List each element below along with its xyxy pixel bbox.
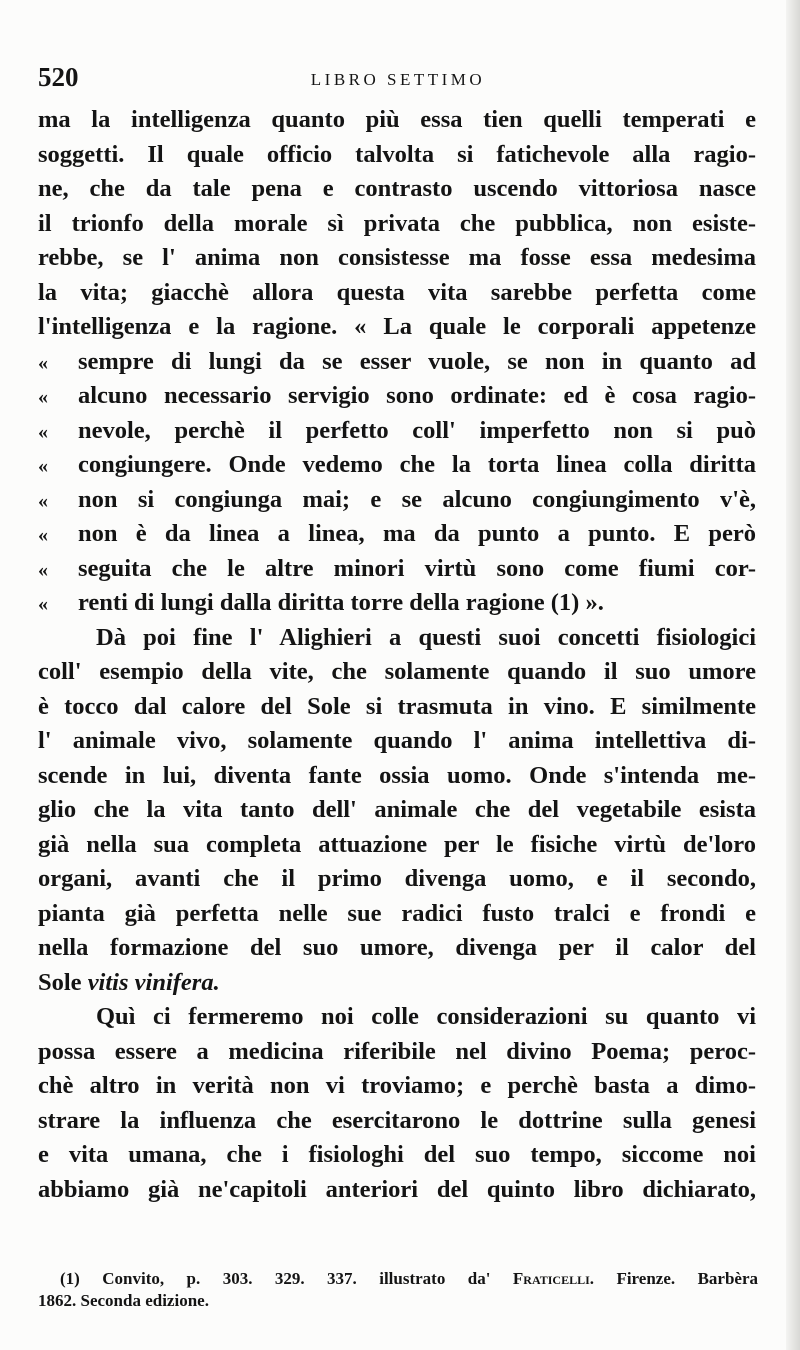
quote-text: congiungere. Onde vedemo che la torta linea colla diritta bbox=[78, 451, 756, 478]
quote-mark: « bbox=[38, 351, 48, 374]
quote-line bbox=[38, 448, 756, 483]
quote-text: non si congiunga mai; e se alcuno congiungimento v'è, bbox=[78, 485, 756, 513]
text-line: chè altro in verità non vi troviamo; e perchè basta a dimo- bbox=[38, 1072, 756, 1099]
text-line: pianta già perfetta nelle sue radici fusto tralci e frondi e bbox=[38, 899, 756, 927]
text-line: e vita umana, che i fisiologhi del suo tempo, siccome noi bbox=[38, 1141, 756, 1168]
text-line: rebbe, se l' anima non consistesse ma fosse essa medesima bbox=[38, 244, 756, 271]
quote-mark: « bbox=[38, 420, 48, 443]
text-line: soggetti. Il quale officio talvolta si fatichevole alla ragio- bbox=[38, 140, 756, 168]
text-line: ne, che da tale pena e contrasto uscendo vittoriosa nasce bbox=[38, 175, 756, 202]
running-head: LIBRO SETTIMO bbox=[310, 70, 486, 89]
text-line: è tocco dal calore del Sole si trasmuta in vino. E similmente bbox=[38, 692, 756, 720]
quote-text: renti di lungi dalla diritta torre della ragione (1) ». bbox=[78, 589, 604, 616]
quote-mark: « bbox=[38, 524, 48, 546]
text-line: l' animale vivo, solamente quando l' anima intellettiva di- bbox=[38, 727, 756, 754]
page-edge-shadow bbox=[786, 0, 800, 1350]
text-line: ma la intelligenza quanto più essa tien quelli temperati e bbox=[38, 106, 756, 133]
text-line: la vita; giacchè allora questa vita sarebbe perfetta come bbox=[38, 278, 756, 306]
quote-line bbox=[38, 345, 756, 380]
quote-line bbox=[38, 552, 756, 587]
quote-line bbox=[38, 483, 756, 518]
footnote-text: (1) Convito, p. 303. 329. 337. illustrato da' bbox=[60, 1269, 491, 1288]
text-line: nella formazione del suo umore, divenga per il calor del bbox=[38, 934, 756, 961]
text-line: già nella sua completa attuazione per le fisiche virtù de'loro bbox=[38, 830, 756, 858]
page-header bbox=[38, 62, 758, 98]
text-fragment: Sole bbox=[38, 968, 82, 996]
text-line: possa essere a medicina riferibile nel divino Poema; peroc- bbox=[38, 1037, 756, 1065]
text-line: strare la influenza che esercitarono le dottrine sulla genesi bbox=[38, 1106, 756, 1134]
paragraph-first-line: Quì ci fermeremo noi colle considerazioni su quanto vi bbox=[96, 1003, 756, 1030]
quote-text: nevole, perchè il perfetto coll' imperfetto non si può bbox=[78, 416, 756, 444]
quote-line bbox=[38, 414, 756, 449]
quote-mark: « bbox=[38, 558, 48, 581]
footnote-line: 1862. Seconda edizione. bbox=[38, 1291, 209, 1310]
quote-text: seguita che le altre minori virtù sono come fiumi cor- bbox=[78, 554, 756, 582]
text-line: l'intelligenza e la ragione. « La quale le corporali appetenze bbox=[38, 313, 756, 340]
quote-text: alcuno necessario servigio sono ordinate: ed è cosa ragio- bbox=[78, 382, 756, 409]
text-line: glio che la vita tanto dell' animale che del vegetabile esista bbox=[38, 796, 756, 823]
quote-line bbox=[38, 379, 756, 414]
text-line: scende in lui, diventa fante ossia uomo. Onde s'intenda me- bbox=[38, 761, 756, 789]
page-number: 520 bbox=[38, 62, 79, 92]
footnote-line bbox=[60, 1268, 758, 1290]
quote-text: non è da linea a linea, ma da punto a punto. E però bbox=[78, 520, 756, 547]
footnote-text: . Firenze. Barbèra bbox=[589, 1269, 758, 1288]
quote-line bbox=[38, 586, 756, 621]
paragraph-first-line: Dà poi fine l' Alighieri a questi suoi concetti fisiologici bbox=[96, 623, 756, 651]
quote-text: sempre di lungi da se esser vuole, se non in quanto ad bbox=[78, 347, 756, 375]
text-line: coll' esempio della vite, che solamente quando il suo umore bbox=[38, 658, 756, 685]
body-text bbox=[38, 103, 756, 1207]
text-line: il trionfo della morale sì privata che pubblica, non esiste- bbox=[38, 209, 756, 237]
quote-mark: « bbox=[38, 386, 48, 408]
quote-mark: « bbox=[38, 593, 48, 615]
footnote bbox=[38, 1268, 758, 1312]
footnote-author: Fraticelli bbox=[512, 1269, 590, 1288]
quote-mark: « bbox=[38, 489, 48, 512]
text-line: organi, avanti che il primo divenga uomo, e il secondo, bbox=[38, 865, 756, 892]
text-line: abbiamo già ne'capitoli anteriori del quinto libro dichiarato, bbox=[38, 1175, 756, 1203]
paragraph-last-line bbox=[38, 966, 756, 1001]
italic-term: vitis vinifera. bbox=[87, 968, 220, 996]
quote-line bbox=[38, 517, 756, 552]
quote-mark: « bbox=[38, 455, 48, 477]
